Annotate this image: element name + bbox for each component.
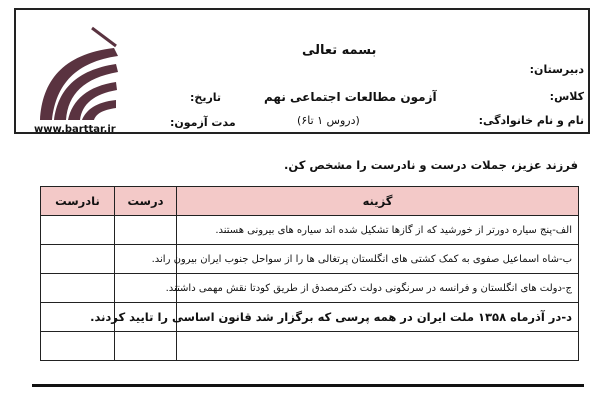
bismillah-heading: بسمه تعالی: [302, 43, 377, 58]
name-label: نام و نام خانوادگی:: [478, 114, 584, 127]
table-row: [41, 216, 579, 245]
empty-question-cell: [177, 332, 579, 361]
class-label: کلاس:: [549, 90, 584, 103]
exam-page: [14, 8, 590, 392]
instructions-text: فرزند عزیز، جملات درست و نادرست را مشخص کن.: [284, 158, 578, 172]
header-true: درست: [115, 187, 177, 216]
duration-label: مدت آزمون:: [170, 116, 236, 129]
website-url: www.barttar.ir: [34, 124, 116, 135]
false-answer-cell[interactable]: [41, 245, 115, 274]
header-option: گزینه: [177, 187, 579, 216]
table-row: [41, 303, 579, 332]
date-label: تاریخ:: [190, 91, 222, 104]
barttar-logo-icon: [32, 22, 122, 122]
false-answer-cell[interactable]: [41, 274, 115, 303]
question-text: د-در آذرماه ۱۳۵۸ ملت ایران در همه پرسی که برگزار شد قانون اساسی را تایید کردند.: [177, 303, 579, 332]
table-row: [41, 332, 579, 361]
false-answer-cell[interactable]: [41, 332, 115, 361]
school-label: دبیرستان:: [529, 63, 584, 76]
section-divider: [32, 384, 584, 387]
table-row: [41, 245, 579, 274]
question-text: ج-دولت های انگلستان و فرانسه در سرنگونی دولت دکترمصدق از طریق کودتا نقش مهمی داشتند.: [177, 274, 579, 303]
header-false: نادرست: [41, 187, 115, 216]
true-false-table: [40, 186, 579, 361]
table-header-row: [41, 187, 579, 216]
question-text: الف-پنج سیاره دورتر از خورشید که از گازها تشکیل شده اند سیاره های بیرونی هستند.: [177, 216, 579, 245]
true-answer-cell[interactable]: [115, 332, 177, 361]
true-answer-cell[interactable]: [115, 216, 177, 245]
exam-title: آزمون مطالعات اجتماعی نهم: [264, 90, 437, 104]
question-text: ب-شاه اسماعیل صفوی به کمک کشتی های انگلستان پرتغالی ها را از سواحل جنوب ایران بیرون راند.: [177, 245, 579, 274]
table-row: [41, 274, 579, 303]
false-answer-cell[interactable]: [41, 216, 115, 245]
lessons-range: (دروس ۱ تا۶): [297, 114, 360, 127]
